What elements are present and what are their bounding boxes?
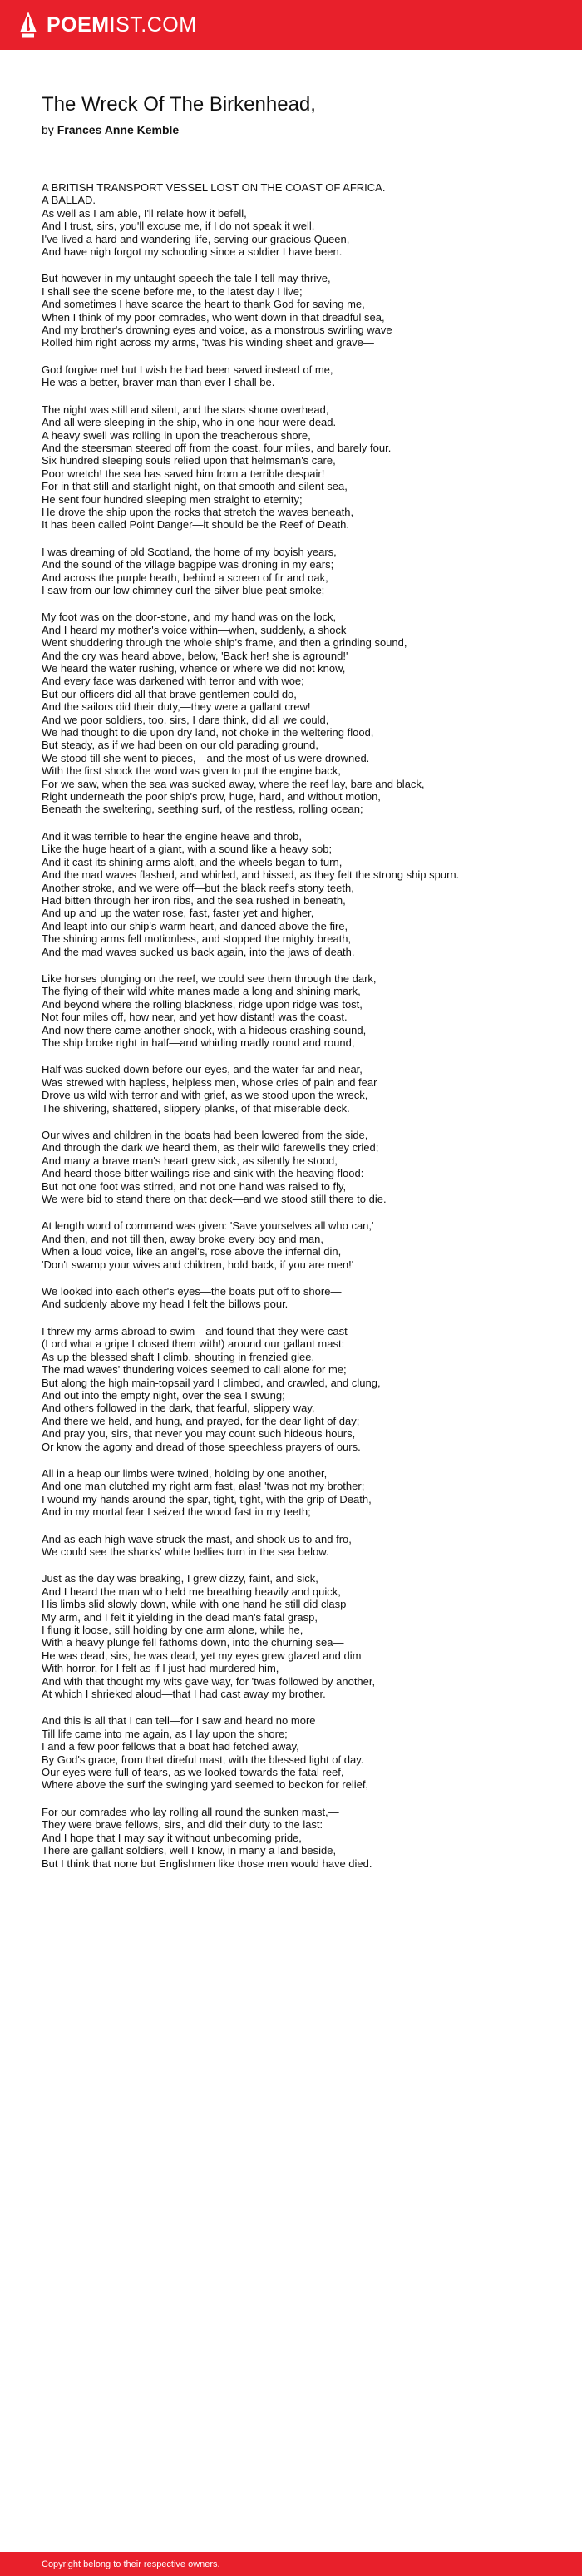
poem-line: A heavy swell was rolling in upon the treacherous shore, xyxy=(42,428,311,442)
poem-line: When a loud voice, like an angel's, rose above the infernal din, xyxy=(42,1245,342,1258)
poem-line: And we poor soldiers, too, sirs, I dare think, did all we could, xyxy=(42,713,329,726)
poem-line: And the mad waves flashed, and whirled, and hissed, as they felt the strong ship spurn. xyxy=(42,868,460,882)
poem-line: And every face was darkened with terror and with woe; xyxy=(42,675,304,688)
poem-line: And the mad waves sucked us back again, into the jaws of death. xyxy=(42,945,355,958)
poem-stanza xyxy=(42,1063,549,1115)
poem-body xyxy=(42,181,549,1884)
poem-line: Where above the surf the swinging yard seemed to beckon for relief, xyxy=(42,1778,369,1792)
poem-line: Was strewed with hapless, helpless men, whose cries of pain and fear xyxy=(42,1075,377,1089)
poem-line: A BRITISH TRANSPORT VESSEL LOST ON THE COAST OF AFRICA. xyxy=(42,181,386,194)
poem-line: At length word of command was given: 'Save yourselves all who can,' xyxy=(42,1219,374,1233)
poem-line: The mad waves' thundering voices seemed to call alone for me; xyxy=(42,1363,347,1377)
quill-pen-icon xyxy=(17,11,40,39)
poem-line: Like horses plunging on the reef, we could see them through the dark, xyxy=(42,972,377,985)
poem-line: And all were sleeping in the ship, who in one hour were dead. xyxy=(42,416,337,429)
poem-line: We stood till she went to pieces,—and the most of us were drowned. xyxy=(42,751,370,764)
poem-line: With the first shock the word was given to put the engine back, xyxy=(42,764,341,778)
logo-text-light: IST.COM xyxy=(109,12,197,37)
poem-line: By God's grace, from that direful mast, with the blessed light of day. xyxy=(42,1753,364,1766)
poem-line: And up and up the water rose, fast, faster yet and higher, xyxy=(42,907,314,920)
poem-line: (Lord what a gripe I closed them with!) around our gallant mast: xyxy=(42,1337,345,1351)
poem-stanza xyxy=(42,1285,549,1311)
poem-line: 'Don't swamp your wives and children, hold back, if you are men!' xyxy=(42,1258,354,1271)
poem-line: For we saw, when the sea was sucked away, where the reef lay, bare and black, xyxy=(42,777,425,790)
logo-text-strong: POEM xyxy=(47,12,110,37)
poem-line: Just as the day was breaking, I grew dizzy, faint, and sick, xyxy=(42,1572,318,1585)
poem-stanza xyxy=(42,1467,549,1519)
poem-line: And through the dark we heard them, as their wild farewells they cried; xyxy=(42,1141,379,1155)
poem-stanza xyxy=(42,272,549,349)
poem-line: But I think that none but Englishmen like those men would have died. xyxy=(42,1857,372,1870)
poem-line: For our comrades who lay rolling all round the sunken mast,— xyxy=(42,1805,339,1818)
poem-line: Half was sucked down before our eyes, and the water far and near, xyxy=(42,1063,363,1076)
poem-line: And my brother's drowning eyes and voice, as a monstrous swirling wave xyxy=(42,324,392,337)
poem-line: And I heard the man who held me breathing heavily and quick, xyxy=(42,1585,341,1598)
poem-line: Poor wretch! the sea has saved him from a terrible despair! xyxy=(42,467,325,480)
poem-line: My foot was on the door-stone, and my hand was on the lock, xyxy=(42,611,337,624)
poem-line: And with that thought my wits gave way, for 'twas followed by another, xyxy=(42,1674,376,1688)
poem-line: And out into the empty night, over the sea I swung; xyxy=(42,1388,285,1402)
poem-line: And suddenly above my head I felt the billows pour. xyxy=(42,1298,289,1311)
poem-line: And across the purple heath, behind a screen of fir and oak, xyxy=(42,571,328,584)
poem-line: And the cry was heard above, below, 'Back her! she is aground!' xyxy=(42,649,348,662)
poem-line: And heard those bitter wailings rise and sink with the heaving flood: xyxy=(42,1167,364,1180)
poem-stanza xyxy=(42,363,549,389)
poem-stanza xyxy=(42,546,549,597)
poem-byline xyxy=(42,123,179,136)
poem-line: The flying of their wild white manes made a long and shining mark, xyxy=(42,985,361,998)
poem-stanza xyxy=(42,972,549,1049)
poem-line: We looked into each other's eyes—the boats put off to shore— xyxy=(42,1285,342,1298)
poem-line: With a heavy plunge fell fathoms down, into the churning sea— xyxy=(42,1636,344,1649)
poem-line: The shivering, shattered, slippery planks, of that miserable deck. xyxy=(42,1101,350,1115)
poem-line: I was dreaming of old Scotland, the home of my boyish years, xyxy=(42,545,337,558)
poem-stanza xyxy=(42,1572,549,1700)
poem-line: I wound my hands around the spar, tight, tight, with the grip of Death, xyxy=(42,1492,372,1506)
poem-line: As up the blessed shaft I climb, shouting in frenzied glee, xyxy=(42,1350,315,1363)
poem-line: I shall see the scene before me, to the latest day I live; xyxy=(42,284,303,298)
poem-line: Beneath the sweltering, seething surf, of the restless, rolling ocean; xyxy=(42,803,363,816)
site-logo-text xyxy=(47,13,197,37)
poem-title: The Wreck Of The Birkenhead, xyxy=(42,93,316,116)
poem-line: And there we held, and hung, and prayed, for the dear light of day; xyxy=(42,1414,360,1427)
poem-line: And now there came another shock, with a hideous crashing sound, xyxy=(42,1023,367,1036)
poem-line: We had thought to die upon dry land, not choke in the weltering flood, xyxy=(42,726,374,739)
poem-line: I flung it loose, still holding by one arm alone, while he, xyxy=(42,1624,303,1636)
poem-line: Till life came into me again, as I lay upon the shore; xyxy=(42,1727,288,1740)
poem-line: The night was still and silent, and the stars shone overhead, xyxy=(42,403,329,416)
poem-line: Six hundred sleeping souls relied upon that helmsman's care, xyxy=(42,454,336,467)
poem-line: And in my mortal fear I seized the wood fast in my teeth; xyxy=(42,1506,311,1519)
poem-line: And leapt into our ship's warm heart, and danced above the fire, xyxy=(42,919,348,932)
poem-line: But along the high main-topsail yard I climbed, and crawled, and clung, xyxy=(42,1376,381,1389)
poem-line: And this is all that I can tell—for I saw and heard no more xyxy=(42,1714,316,1728)
poem-line: I and a few poor fellows that a boat had fetched away, xyxy=(42,1740,299,1753)
poem-line: He was a better, braver man than ever I shall be. xyxy=(42,376,275,389)
poem-line: Another stroke, and we were off—but the black reef's stony teeth, xyxy=(42,881,354,894)
poem-line: Rolled him right across my arms, 'twas his winding sheet and grave— xyxy=(42,336,374,349)
poem-stanza xyxy=(42,830,549,958)
poem-stanza xyxy=(42,1219,549,1271)
poem-line: God forgive me! but I wish he had been saved instead of me, xyxy=(42,363,333,376)
poem-line: Went shuddering through the whole ship's frame, and then a grinding sound, xyxy=(42,636,407,650)
poem-line: But not one foot was stirred, and not one hand was raised to fly, xyxy=(42,1179,347,1193)
poem-line: But our officers did all that brave gentlemen could do, xyxy=(42,687,297,700)
site-logo[interactable] xyxy=(17,11,197,39)
poem-stanza xyxy=(42,1129,549,1205)
poem-line: He drove the ship upon the rocks that stretch the waves beneath, xyxy=(42,505,354,518)
poem-line: They were brave fellows, sirs, and did their duty to the last: xyxy=(42,1818,323,1832)
poem-line: We could see the sharks' white bellies turn in the sea below. xyxy=(42,1545,329,1558)
footer-copyright: Copyright belong to their respective owners. xyxy=(42,2559,220,2569)
poem-line: I threw my arms abroad to swim—and found that they were cast xyxy=(42,1324,348,1337)
poem-line: It has been called Point Danger—it should be the Reef of Death. xyxy=(42,518,350,532)
byline-by-label: by xyxy=(42,123,54,136)
poem-line: And beyond where the rolling blackness, ridge upon ridge was tost, xyxy=(42,997,363,1011)
poem-line: He sent four hundred sleeping men straight to eternity; xyxy=(42,492,303,506)
poem-line: Had bitten through her iron ribs, and the sea rushed in beneath, xyxy=(42,893,346,907)
poem-stanza xyxy=(42,1325,549,1453)
poem-line: My arm, and I felt it yielding in the dead man's fatal grasp, xyxy=(42,1610,318,1624)
poem-stanza xyxy=(42,403,549,532)
poem-line: And I hope that I may say it without unbecoming pride, xyxy=(42,1831,302,1844)
poem-line: And the steersman steered off from the coast, four miles, and barely four. xyxy=(42,441,392,454)
poem-stanza xyxy=(42,611,549,816)
poem-line: Like the huge heart of a giant, with a sound like a heavy sob; xyxy=(42,843,333,856)
poem-line: And it cast its shining arms aloft, and the wheels began to turn, xyxy=(42,855,343,868)
poem-line: And many a brave man's heart grew sick, as silently he stood, xyxy=(42,1154,338,1167)
poem-line: And others followed in the dark, that fearful, slippery way, xyxy=(42,1402,315,1415)
poem-line: With horror, for I felt as if I just had murdered him, xyxy=(42,1662,279,1675)
poem-line: We heard the water rushing, whence or where we did not know, xyxy=(42,662,346,675)
poem-line: The ship broke right in half—and whirling madly round and round, xyxy=(42,1036,355,1049)
poem-line: Right underneath the poor ship's prow, huge, hard, and without motion, xyxy=(42,790,381,803)
poem-line: And I heard my mother's voice within—when, suddenly, a shock xyxy=(42,623,347,636)
poem-line: But steady, as if we had been on our old parading ground, xyxy=(42,739,318,752)
poem-stanza xyxy=(42,181,549,258)
poem-line: And pray you, sirs, that never you may count such hideous hours, xyxy=(42,1427,356,1441)
poem-line: And have nigh forgot my schooling since a soldier I have been. xyxy=(42,245,343,259)
poem-line: And one man clutched my right arm fast, alas! 'twas not my brother; xyxy=(42,1480,365,1493)
poem-line: Or know the agony and dread of those speechless prayers of ours. xyxy=(42,1440,361,1453)
poem-line: All in a heap our limbs were twined, holding by one another, xyxy=(42,1466,328,1480)
poem-line: And as each high wave struck the mast, and shook us to and fro, xyxy=(42,1532,352,1545)
poem-line: I've lived a hard and wandering life, serving our gracious Queen, xyxy=(42,232,350,245)
poem-line: And sometimes I have scarce the heart to thank God for saving me, xyxy=(42,298,365,311)
poem-line: And the sailors did their duty,—they were a gallant crew! xyxy=(42,700,311,714)
poem-stanza xyxy=(42,1533,549,1559)
poem-line: But however in my untaught speech the tale I tell may thrive, xyxy=(42,272,331,285)
poem-line: His limbs slid slowly down, while with one hand he still did clasp xyxy=(42,1598,347,1611)
poem-line: And it was terrible to hear the engine heave and throb, xyxy=(42,829,302,843)
poem-line: And I trust, sirs, you'll excuse me, if I do not speak it well. xyxy=(42,220,315,233)
poem-line: For in that still and starlight night, on that smooth and silent sea, xyxy=(42,480,348,493)
poem-line: As well as I am able, I'll relate how it befell, xyxy=(42,206,247,220)
site-header xyxy=(0,0,582,50)
poem-line: At which I shrieked aloud—that I had cast away my brother. xyxy=(42,1688,326,1701)
site-footer xyxy=(0,2552,582,2576)
poem-line: The shining arms fell motionless, and stopped the mighty breath, xyxy=(42,932,352,946)
poem-line: He was dead, sirs, he was dead, yet my eyes grew glazed and dim xyxy=(42,1649,362,1662)
poem-line: Not four miles off, how near, and yet how distant! was the coast. xyxy=(42,1011,348,1024)
poem-line: There are gallant soldiers, well I know, in many a land beside, xyxy=(42,1844,337,1857)
poem-line: I saw from our low chimney curl the silver blue peat smoke; xyxy=(42,583,325,596)
poem-line: Our eyes were full of tears, as we looked towards the fatal reef, xyxy=(42,1766,344,1779)
poem-line: Drove us wild with terror and with grief, as we stood upon the wreck, xyxy=(42,1089,368,1102)
poem-line: And the sound of the village bagpipe was droning in my ears; xyxy=(42,558,334,571)
poem-stanza xyxy=(42,1806,549,1870)
poem-author[interactable]: Frances Anne Kemble xyxy=(57,123,180,136)
poem-stanza xyxy=(42,1714,549,1791)
poem-line: A BALLAD. xyxy=(42,194,96,207)
poem-line: Our wives and children in the boats had been lowered from the side, xyxy=(42,1129,368,1141)
poem-line: When I think of my poor comrades, who went down in that dreadful sea, xyxy=(42,310,385,324)
poem-line: And then, and not till then, away broke every boy and man, xyxy=(42,1232,323,1245)
poem-line: We were bid to stand there on that deck—and we stood still there to die. xyxy=(42,1193,387,1206)
